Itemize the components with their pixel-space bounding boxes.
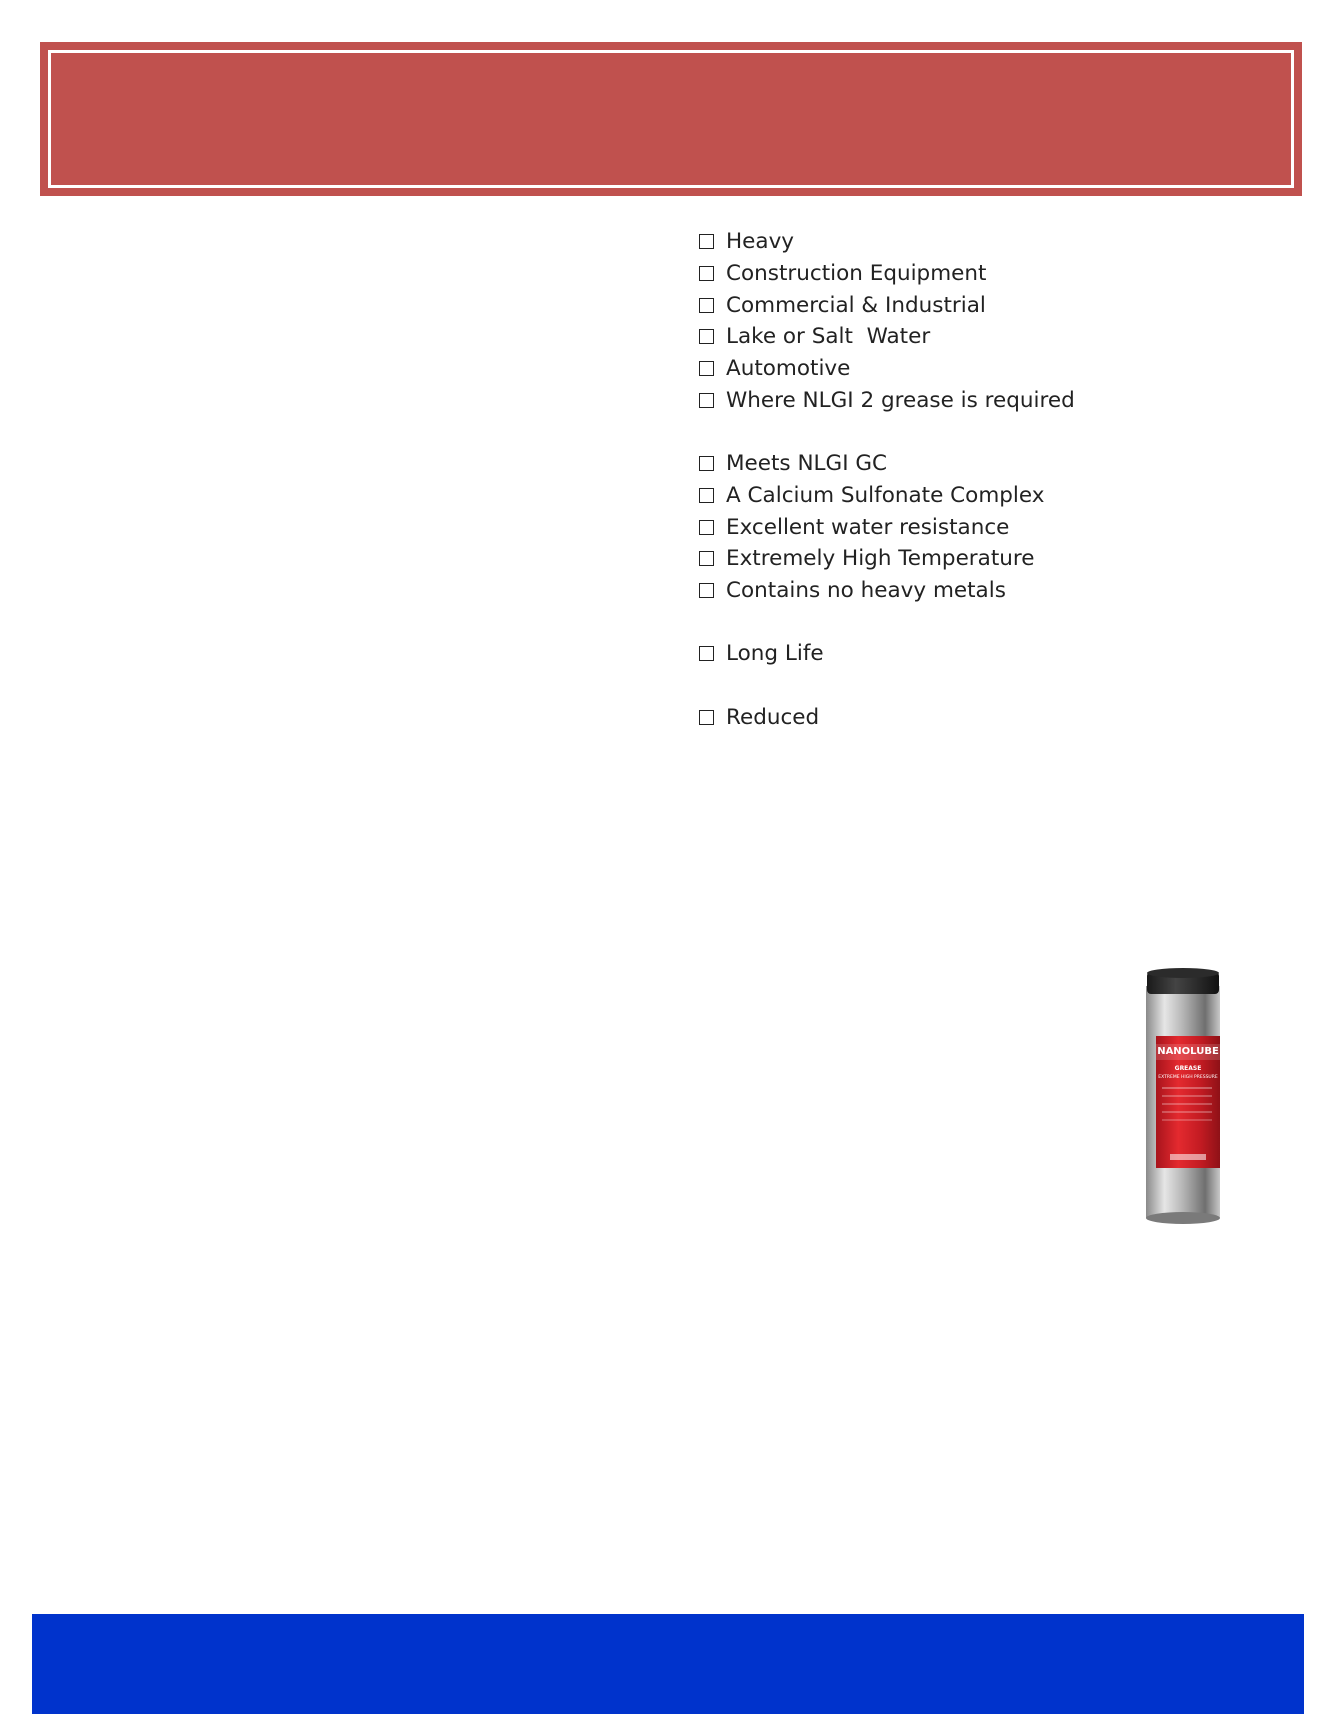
checklist-item [697,321,1257,353]
checkbox-icon[interactable] [699,456,714,471]
checklist-item-label: A Calcium Sulfonate Complex [726,482,1045,508]
checklist-item-label: Construction Equipment [726,261,987,287]
checklist-item [697,480,1257,512]
checklist-item-label: Heavy [726,229,795,255]
checklist-item [697,384,1257,416]
checklist-item-label: Reduced [726,704,820,730]
checkbox-icon[interactable] [699,551,714,566]
checkbox-icon[interactable] [699,329,714,344]
checklist-item-label: Commercial & Industrial [726,292,986,318]
product-brand-text: NANOLUBE [1157,1046,1219,1057]
checkbox-icon[interactable] [699,583,714,598]
checkbox-icon[interactable] [699,361,714,376]
header-banner [40,42,1302,196]
checklist-item [697,575,1257,607]
checklist-group-features [697,448,1257,606]
checklist-item-label: Where NLGI 2 grease is required [726,387,1075,413]
checklist-item [697,448,1257,480]
checkbox-icon[interactable] [699,234,714,249]
checkbox-icon[interactable] [699,710,714,725]
checkbox-icon[interactable] [699,520,714,535]
checkbox-icon[interactable] [699,266,714,281]
header-banner-inner-border [48,50,1294,188]
checklist-item-label: Lake or Salt Water [726,324,931,350]
checklist-item [697,258,1257,290]
checklist-group-applications [697,226,1257,416]
checklist-item [697,226,1257,258]
product-sublabel-text: EXTREME HIGH PRESSURE [1158,1075,1218,1080]
checklist-item [697,701,1257,733]
grease-cartridge-image [1140,968,1225,1226]
checklist-group-benefits [697,638,1257,670]
checklist-item [697,638,1257,670]
checklist-group-savings [697,701,1257,733]
checklist-item [697,353,1257,385]
checkbox-icon[interactable] [699,488,714,503]
checklist-item-label: Contains no heavy metals [726,577,1006,603]
checklist-item [697,511,1257,543]
footer-bar [32,1614,1304,1714]
checklist-item [697,543,1257,575]
checkbox-icon[interactable] [699,393,714,408]
checkbox-icon[interactable] [699,298,714,313]
feature-checklist [697,226,1257,765]
checklist-item-label: Excellent water resistance [726,514,1010,540]
product-label-text: GREASE [1174,1065,1202,1072]
checklist-item-label: Long Life [726,641,824,667]
checklist-item-label: Extremely High Temperature [726,546,1035,572]
checklist-item [697,289,1257,321]
checklist-item-label: Automotive [726,356,851,382]
checkbox-icon[interactable] [699,646,714,661]
checklist-item-label: Meets NLGI GC [726,451,888,477]
